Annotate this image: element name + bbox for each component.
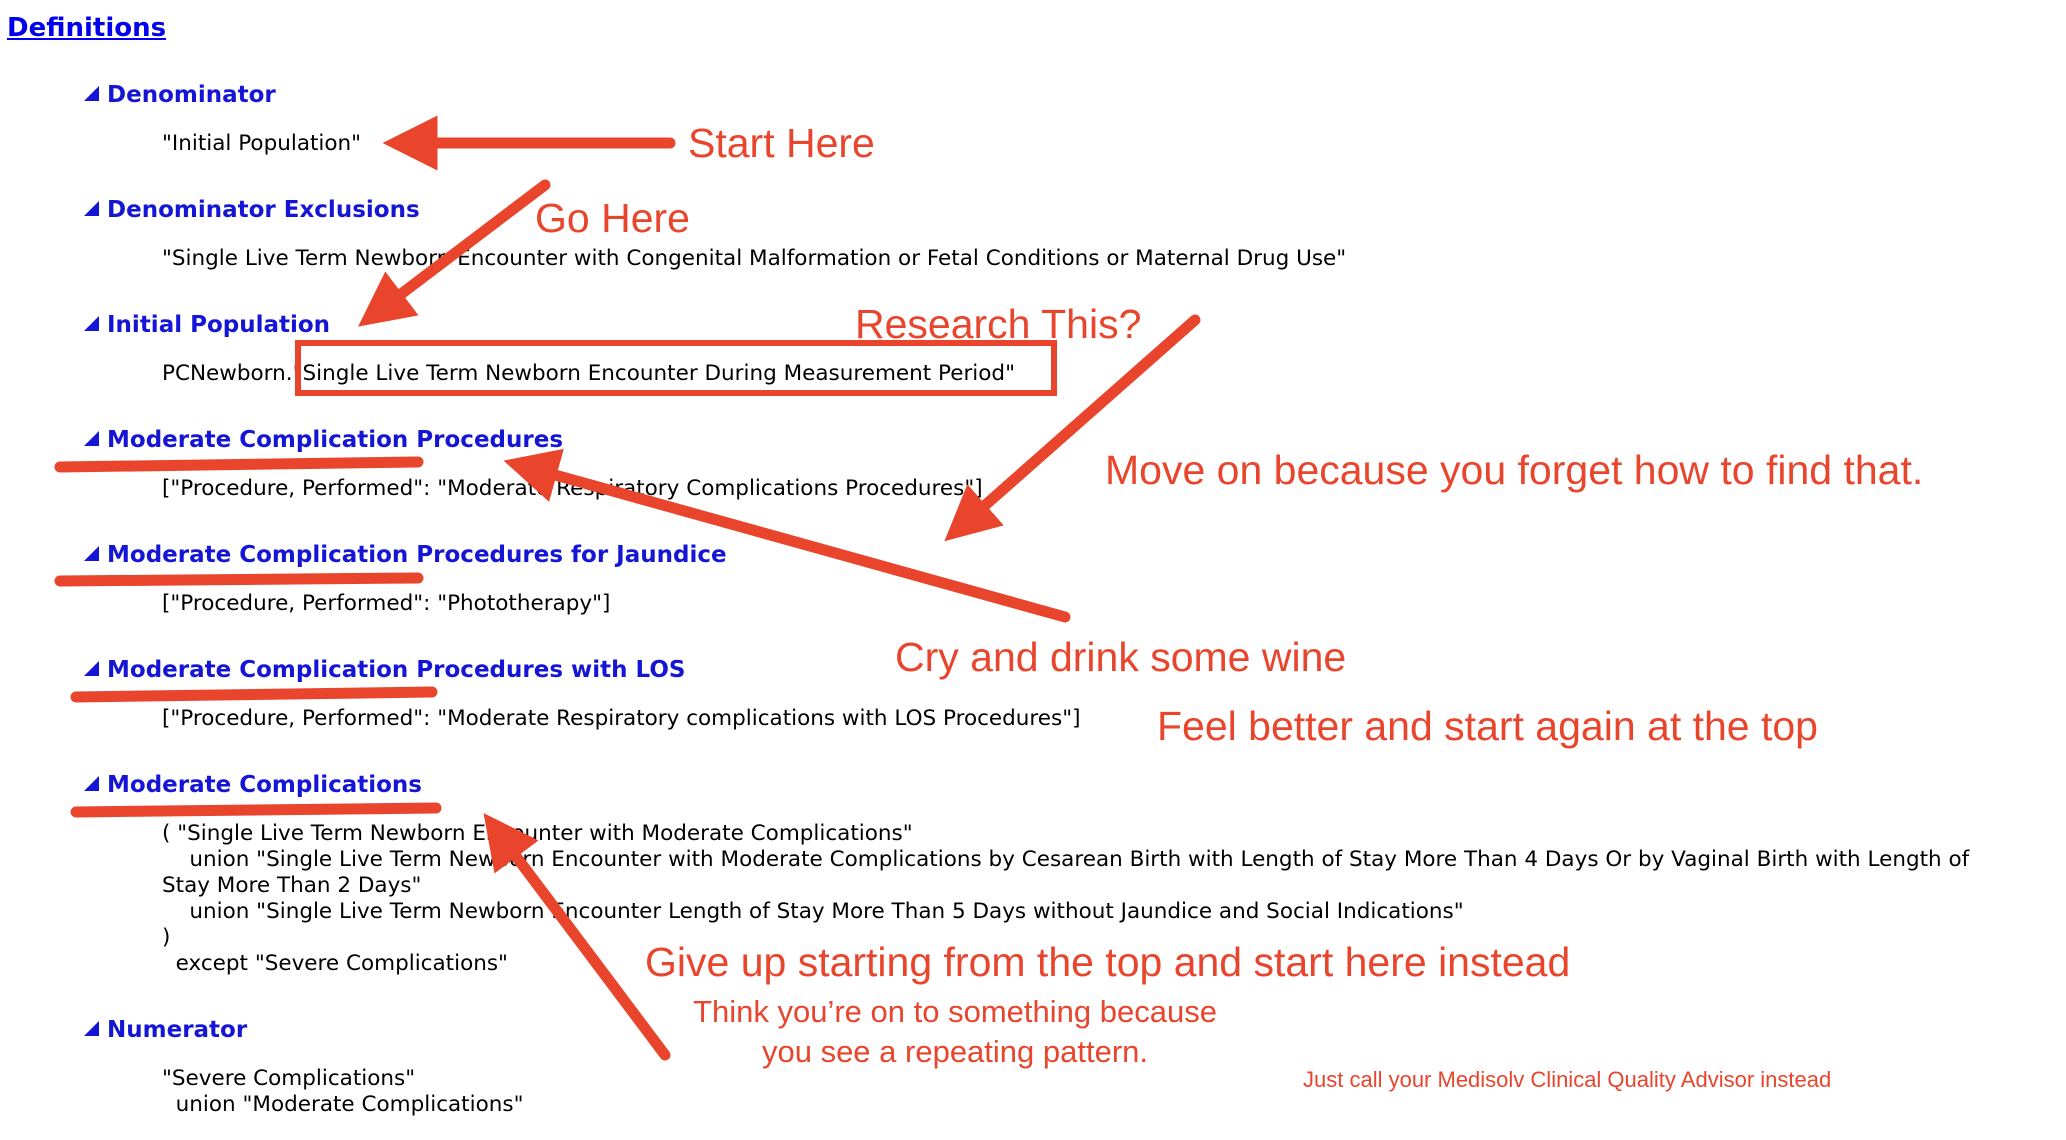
annotation-move-on: Move on because you forget how to find that. [1105,447,1924,493]
section-header-moderate-complication-procedures-los[interactable] [84,655,685,685]
underline-moderate-complication-procedures-jaundice [60,578,418,581]
annotation-go-here: Go Here [535,195,690,241]
collapse-triangle-icon[interactable] [84,1021,99,1036]
underline-moderate-complications [76,808,436,812]
annotation-advisor: Just call your Medisolv Clinical Quality Advisor instead [1303,1067,1832,1092]
collapse-triangle-icon[interactable] [84,201,99,216]
section-code-moderate-complication-procedures-los: ["Procedure, Performed": "Moderate Respiratory complications with LOS Procedures"] [162,706,1081,731]
section-code-numerator: "Severe Complications" union "Moderate Complications" [162,1066,524,1117]
section-code-moderate-complications: ( "Single Live Term Newborn Encounter with Moderate Complications" union "Single Live Term Newborn Encounter with Moderate Complications by Cesarean Birth with Length of Stay More Than 4 Days Or by Vaginal Birth with Length of Stay More Than 2 Days" union "Single Live Term Newborn Encounter Length of Stay More Than 5 Days without Jaundice and Social Indications" ) except "Severe Complications" [162,821,1970,976]
section-code-initial-population: PCNewborn."Single Live Term Newborn Encounter During Measurement Period" [162,361,1015,386]
section-code-moderate-complication-procedures-jaundice: ["Procedure, Performed": "Phototherapy"] [162,591,611,616]
annotation-give-up: Give up starting from the top and start here instead [645,939,1571,985]
section-title: Moderate Complication Procedures with LOS [107,657,686,683]
underline-moderate-complication-procedures-los [76,692,432,697]
section-title: Initial Population [107,312,331,338]
collapse-triangle-icon[interactable] [84,431,99,446]
collapse-triangle-icon[interactable] [84,661,99,676]
collapse-triangle-icon[interactable] [84,546,99,561]
annotation-think-line1: Think you’re on to something because [693,994,1217,1029]
section-title: Moderate Complication Procedures [107,427,564,453]
annotation-start-here: Start Here [688,120,875,166]
section-header-numerator[interactable] [84,1015,247,1045]
annotation-feel-better: Feel better and start again at the top [1157,703,1818,749]
annotation-cry: Cry and drink some wine [895,634,1347,680]
section-code-denominator-exclusions: "Single Live Term Newborn Encounter with Congenital Malformation or Fetal Conditions or Maternal Drug Use" [162,246,1347,271]
section-title: Moderate Complications [107,772,422,798]
underline-moderate-complication-procedures [60,462,418,467]
section-header-moderate-complication-procedures-jaundice[interactable] [84,540,727,570]
section-title: Denominator Exclusions [107,197,420,223]
annotation-think [660,992,1250,1072]
collapse-triangle-icon[interactable] [84,316,99,331]
section-code-denominator: "Initial Population" [162,131,362,156]
annotation-think-line2: you see a repeating pattern. [761,1034,1149,1069]
section-header-denominator[interactable] [84,80,276,110]
section-title: Denominator [107,82,276,108]
section-header-moderate-complication-procedures[interactable] [84,425,563,455]
collapse-triangle-icon[interactable] [84,86,99,101]
section-title: Moderate Complication Procedures for Jaundice [107,542,727,568]
section-title: Numerator [107,1017,248,1043]
section-header-initial-population[interactable] [84,310,330,340]
definitions-link[interactable]: Definitions [7,13,167,43]
section-code-moderate-complication-procedures: ["Procedure, Performed": "Moderate Respiratory Complications Procedures"] [162,476,983,501]
section-header-denominator-exclusions[interactable] [84,195,420,225]
collapse-triangle-icon[interactable] [84,776,99,791]
annotation-research-this: Research This? [855,301,1142,347]
section-header-moderate-complications[interactable] [84,770,422,800]
